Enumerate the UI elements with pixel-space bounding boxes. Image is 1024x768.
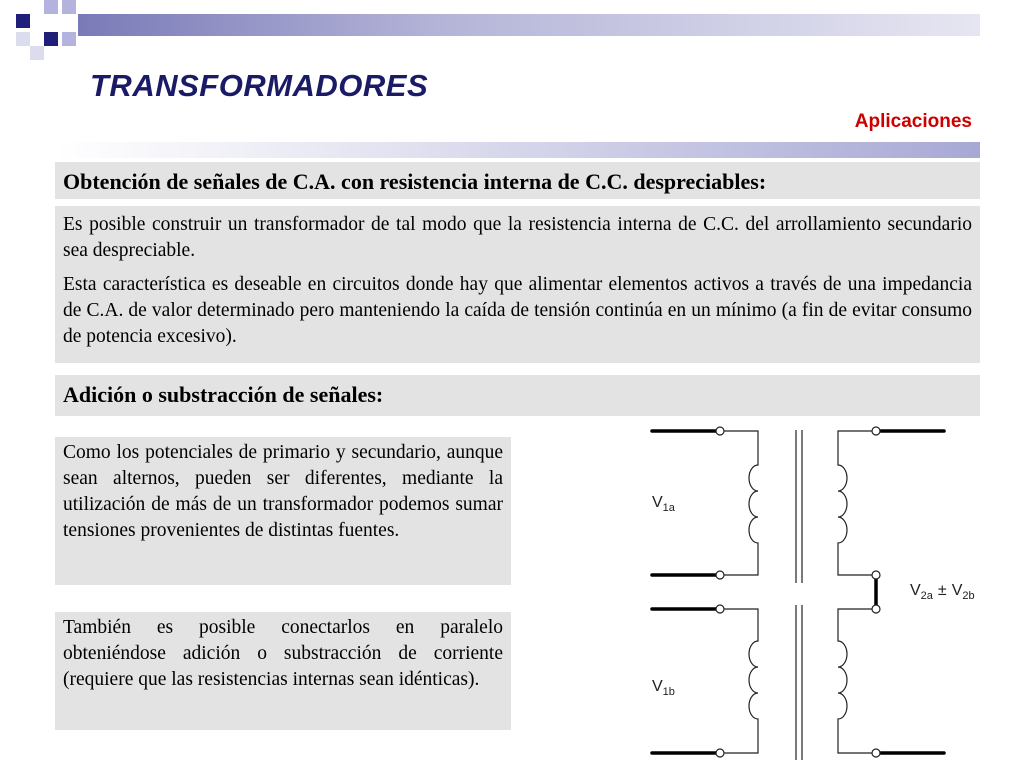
terminal bbox=[716, 427, 724, 435]
corner-square-pale bbox=[30, 46, 44, 60]
secondary-winding-bottom bbox=[838, 609, 876, 753]
terminal bbox=[716, 749, 724, 757]
paragraph: Como los potenciales de primario y secundario, aunque sean alternos, pueden ser diferentes, mediante la utilización de más de un transformador podemos sumar tensiones provenientes de distintas fuentes. bbox=[63, 442, 503, 541]
primary-winding-bottom bbox=[720, 609, 758, 753]
section-heading-2: Adición o substracción de señales: bbox=[55, 375, 980, 416]
secondary-winding-top bbox=[838, 431, 876, 575]
corner-square-lavender bbox=[44, 0, 58, 14]
corner-square-lavender bbox=[62, 32, 76, 46]
label-output-voltage: $V_{2a} \pm V_{2b}$ bbox=[910, 582, 975, 602]
label-v1a: $V_{1a}$ bbox=[652, 494, 675, 514]
terminal bbox=[716, 571, 724, 579]
paragraph: Esta característica es deseable en circuitos donde hay que alimentar elementos activos a través de una impedancia de C.A. de valor determinado pero manteniendo la caída de tensión continúa en un mínimo (a fin de evitar consumo de potencia excesivo). bbox=[63, 273, 972, 347]
section-body-1 bbox=[55, 206, 980, 363]
title-gradient-rule bbox=[56, 142, 980, 158]
primary-winding-top bbox=[720, 431, 758, 575]
terminal bbox=[872, 571, 880, 579]
section-body-2 bbox=[55, 437, 511, 585]
paragraph: Es posible construir un transformador de tal modo que la resistencia interna de C.C. del arrollamiento secundario sea despreciable. bbox=[63, 214, 972, 261]
terminal bbox=[716, 605, 724, 613]
transformer-circuit-diagram bbox=[640, 415, 990, 765]
corner-square-pale bbox=[16, 32, 30, 46]
corner-square-navy bbox=[16, 14, 30, 28]
header-gradient-bar bbox=[78, 14, 980, 36]
section-subtitle: Aplicaciones bbox=[854, 111, 972, 132]
page-title: TRANSFORMADORES bbox=[90, 68, 429, 103]
corner-square-lavender bbox=[62, 0, 76, 14]
terminal bbox=[872, 749, 880, 757]
paragraph: También es posible conectarlos en paralelo obteniéndose adición o substracción de corriente (requiere que las resistencias internas sean idénticas). bbox=[63, 617, 503, 690]
label-v1b: $V_{1b}$ bbox=[652, 678, 675, 698]
section-heading-1: Obtención de señales de C.A. con resistencia interna de C.C. despreciables: bbox=[55, 162, 980, 199]
terminal bbox=[872, 605, 880, 613]
corner-square-navy bbox=[44, 32, 58, 46]
section-body-3 bbox=[55, 612, 511, 730]
terminal bbox=[872, 427, 880, 435]
